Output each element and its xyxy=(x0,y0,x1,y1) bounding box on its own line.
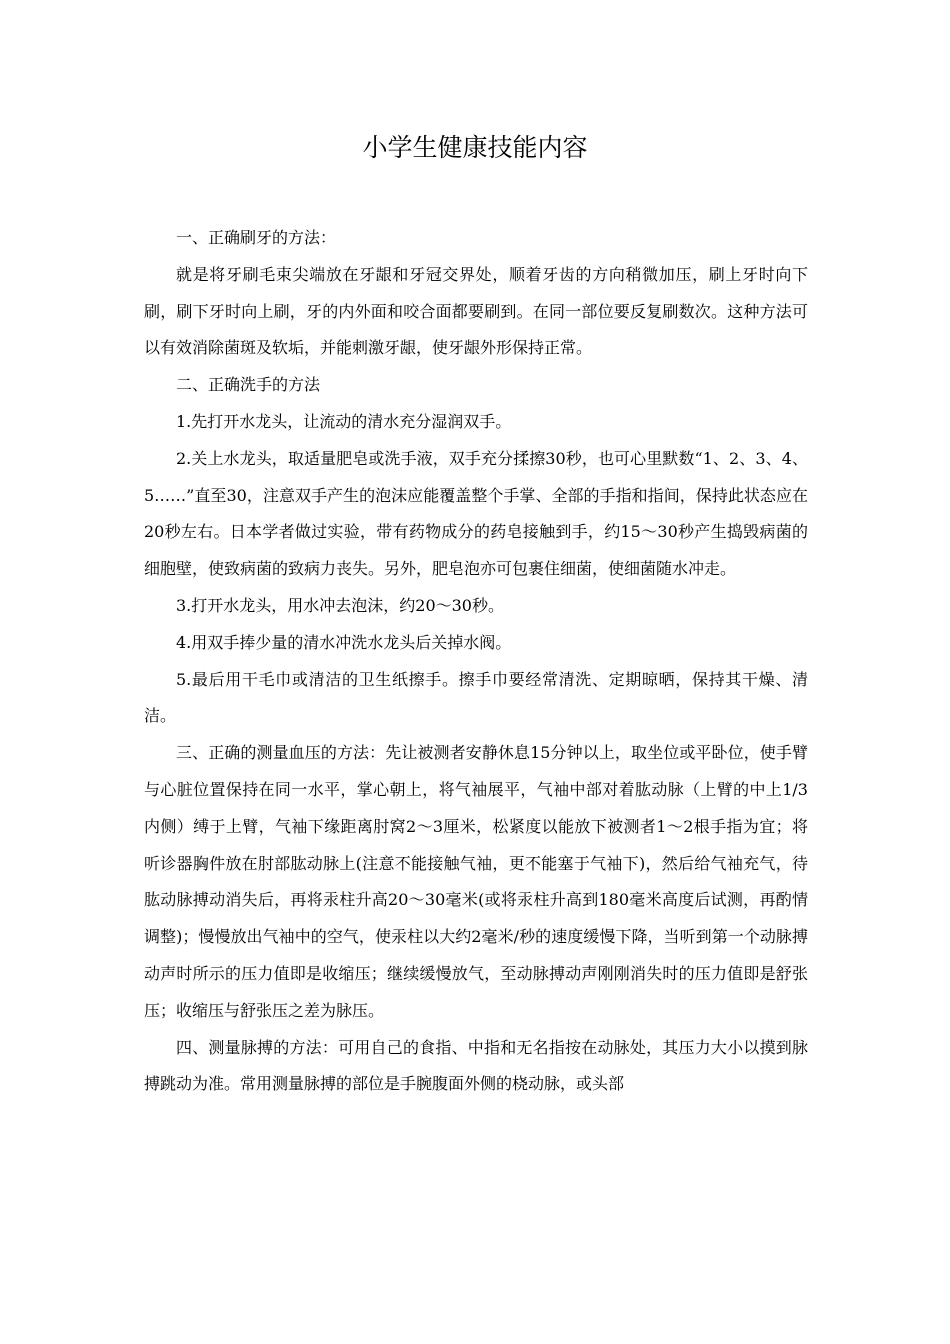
paragraph-brushing-method: 就是将牙刷毛束尖端放在牙龈和牙冠交界处，顺着牙齿的方向稍微加压，刷上牙时向下刷，刷下牙时向上刷，牙的内外面和咬合面都要刷到。在同一部位要反复刷数次。这种方法可以有效消除菌斑及软垢，并能刺激牙龈，使牙龈外形保持正常。 xyxy=(144,264,808,358)
page-title: 小学生健康技能内容 xyxy=(362,133,588,162)
paragraph-blood-pressure: 三、正确的测量血压的方法：先让被测者安静休息15分钟以上，取坐位或平卧位，使手臂与心脏位置保持在同一水平，掌心朝上，将气袖展平，气袖中部对着肱动脉（上臂的中上1/3内侧）缚于上臂，气袖下缘距离肘窝2～3厘米，松紧度以能放下被测者1～2根手指为宜；将听诊器胸件放在肘部肱动脉上(注意不能接触气袖，更不能塞于气袖下)，然后给气袖充气，待肱动脉搏动消失后，再将汞柱升高20～30毫米(或将汞柱升高到180毫米高度后试测，再酌情调整)；慢慢放出气袖中的空气，使汞柱以大约2毫米/秒的速度缓慢下降，当听到第一个动脉搏动声时所示的压力值即是收缩压；继续缓慢放气，至动脉搏动声刚刚消失时的压力值即是舒张压；收缩压与舒张压之差为脉压。 xyxy=(144,743,808,1020)
handwashing-step-1: 1.先打开水龙头，让流动的清水充分湿润双手。 xyxy=(176,411,512,431)
handwashing-step-5: 5.最后用干毛巾或清洁的卫生纸擦手。擦手巾要经常清洗、定期晾晒，保持其干燥、清洁。 xyxy=(144,669,808,726)
section-heading-brushing: 一、正确刷牙的方法： xyxy=(176,228,337,247)
section-heading-handwashing: 二、正确洗手的方法 xyxy=(176,375,321,395)
paragraph-pulse: 四、测量脉搏的方法：可用自己的食指、中指和无名指按在动脉处，其压力大小以摸到脉搏跳动为准。常用测量脉搏的部位是手腕腹面外侧的桡动脉，或头部 xyxy=(144,1037,808,1094)
handwashing-step-2: 2.关上水龙头，取适量肥皂或洗手液，双手充分揉擦30秒，也可心里默数“1、2、3、4、5……”直至30，注意双手产生的泡沫应能覆盖整个手掌、全部的手指和指间，保持此状态应在20秒左右。日本学者做过实验，带有药物成分的药皂接触到手，约15～30秒产生捣毁病菌的细胞壁，使致病菌的致病力丧失。另外，肥皂泡亦可包裹住细菌，使细菌随水冲走。 xyxy=(144,448,808,579)
document-body xyxy=(144,220,808,1103)
handwashing-step-3: 3.打开水龙头，用水冲去泡沫，约20～30秒。 xyxy=(176,595,504,615)
handwashing-step-4: 4.用双手捧少量的清水冲洗水龙头后关掉水阀。 xyxy=(176,632,512,652)
